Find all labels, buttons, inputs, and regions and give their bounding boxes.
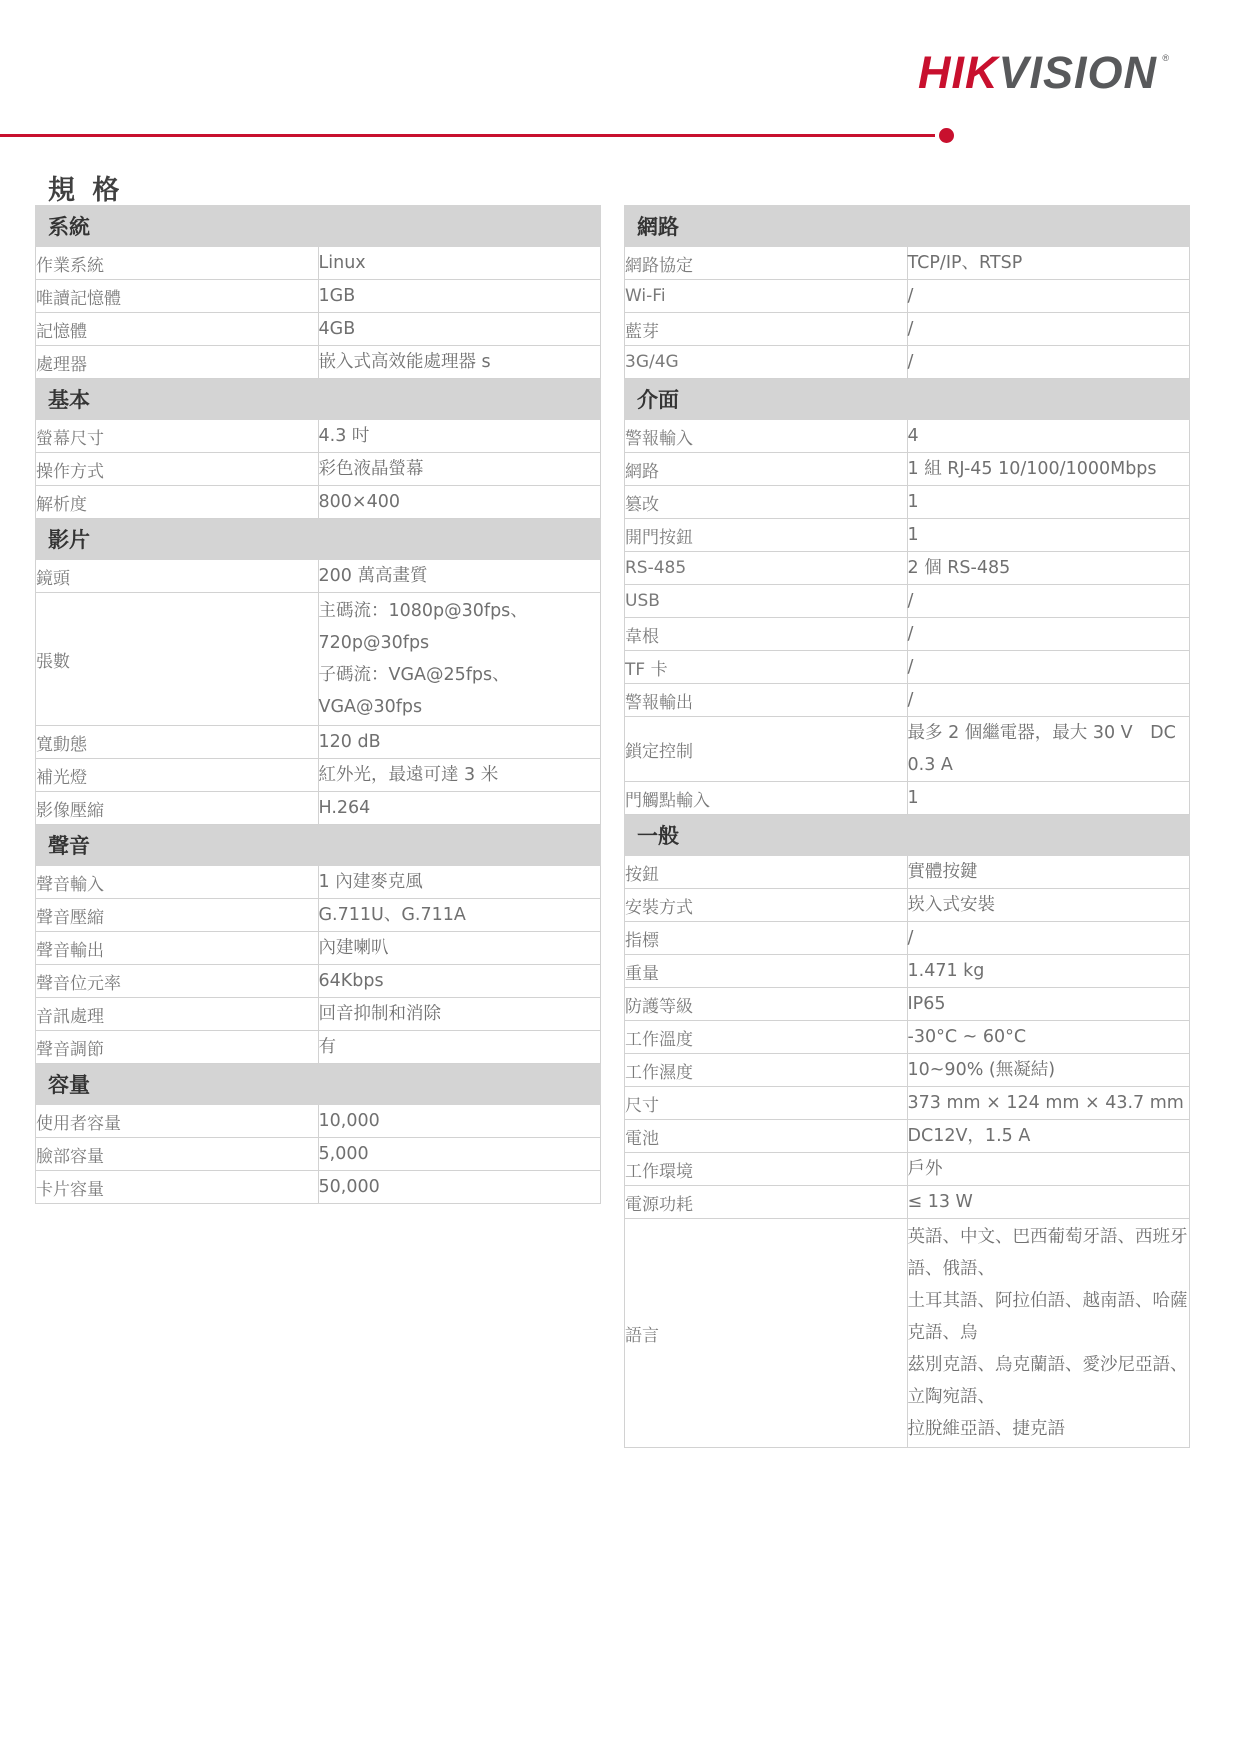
section-title: 基本 xyxy=(36,379,601,420)
spec-value xyxy=(318,593,601,726)
spec-value xyxy=(907,519,1190,552)
brand-logo-part1: HIK xyxy=(918,47,999,98)
spec-label: TF 卡 xyxy=(625,651,908,684)
spec-label: 網路協定 xyxy=(625,247,908,280)
spec-label: 處理器 xyxy=(36,346,319,379)
spec-label: 聲音壓縮 xyxy=(36,899,319,932)
spec-value-line: 實體按鍵 xyxy=(907,862,978,882)
spec-label: 卡片容量 xyxy=(36,1171,319,1204)
spec-value-line: 64Kbps xyxy=(318,971,384,991)
section-title: 一般 xyxy=(625,815,1190,856)
spec-table-right xyxy=(624,205,1194,1448)
page-title: 規 格 xyxy=(48,175,124,206)
spec-label: 鎖定控制 xyxy=(625,717,908,782)
spec-label: 音訊處理 xyxy=(36,998,319,1031)
spec-label: 語言 xyxy=(625,1219,908,1448)
spec-row xyxy=(625,717,1190,782)
spec-value xyxy=(907,552,1190,585)
spec-value-line: 200 萬高畫質 xyxy=(318,566,428,586)
spec-value xyxy=(907,280,1190,313)
spec-value xyxy=(318,486,601,519)
spec-row xyxy=(625,1087,1190,1120)
spec-label: 篡改 xyxy=(625,486,908,519)
section-header xyxy=(36,519,601,560)
spec-value-line: 戶外 xyxy=(907,1159,943,1179)
spec-row xyxy=(625,519,1190,552)
spec-value xyxy=(907,1021,1190,1054)
spec-row xyxy=(625,618,1190,651)
spec-value-line: IP65 xyxy=(907,994,946,1014)
spec-row xyxy=(625,922,1190,955)
spec-row xyxy=(625,1153,1190,1186)
spec-row xyxy=(36,280,601,313)
spec-label: 聲音輸出 xyxy=(36,932,319,965)
spec-value-line: 紅外光，最遠可達 3 米 xyxy=(318,765,499,785)
spec-value-line: 主碼流：1080p@30fps、720p@30fps xyxy=(318,601,528,653)
section-header xyxy=(36,379,601,420)
spec-row xyxy=(36,346,601,379)
spec-value-line: 1 xyxy=(907,788,919,808)
spec-value-line: 50,000 xyxy=(318,1177,380,1197)
brand-logo-part2: VISION xyxy=(998,47,1158,98)
spec-value-line: 1 組 RJ-45 10/100/1000Mbps xyxy=(907,459,1157,479)
spec-row xyxy=(625,453,1190,486)
spec-row xyxy=(36,560,601,593)
spec-row xyxy=(625,486,1190,519)
spec-row xyxy=(36,792,601,825)
spec-row xyxy=(36,759,601,792)
spec-label: 工作溫度 xyxy=(625,1021,908,1054)
spec-label: RS-485 xyxy=(625,552,908,585)
spec-value xyxy=(318,453,601,486)
spec-value xyxy=(318,932,601,965)
spec-value xyxy=(318,792,601,825)
spec-row xyxy=(36,593,601,726)
spec-row xyxy=(36,1138,601,1171)
spec-label: 操作方式 xyxy=(36,453,319,486)
spec-label: 警報輸入 xyxy=(625,420,908,453)
spec-label: 防護等級 xyxy=(625,988,908,1021)
spec-value xyxy=(907,486,1190,519)
spec-label: 記憶體 xyxy=(36,313,319,346)
spec-value-line: 4GB xyxy=(318,319,356,339)
spec-value-line: 10~90% (無凝結) xyxy=(907,1060,1056,1080)
spec-label: 聲音調節 xyxy=(36,1031,319,1064)
spec-value-line: 800×400 xyxy=(318,492,400,512)
spec-value-line: 茲別克語、烏克蘭語、愛沙尼亞語、立陶宛語、 xyxy=(907,1355,1188,1407)
spec-label: 指標 xyxy=(625,922,908,955)
brand-logo xyxy=(918,47,1171,98)
spec-value-line: 4 xyxy=(907,426,919,446)
spec-value-line: 1.471 kg xyxy=(907,961,985,981)
spec-value xyxy=(318,998,601,1031)
spec-row xyxy=(625,1021,1190,1054)
spec-label: 鏡頭 xyxy=(36,560,319,593)
spec-row xyxy=(625,280,1190,313)
spec-value xyxy=(907,1054,1190,1087)
spec-row xyxy=(625,247,1190,280)
spec-value xyxy=(907,1153,1190,1186)
spec-label: 聲音位元率 xyxy=(36,965,319,998)
spec-row xyxy=(625,1219,1190,1448)
spec-value-line: / xyxy=(907,352,914,372)
spec-value-line: 373 mm × 124 mm × 43.7 mm xyxy=(907,1093,1184,1113)
spec-value-line: ≤ 13 W xyxy=(907,1192,973,1212)
spec-value-line: 5,000 xyxy=(318,1144,369,1164)
spec-value xyxy=(907,856,1190,889)
spec-label: 韋根 xyxy=(625,618,908,651)
spec-value xyxy=(318,247,601,280)
spec-value xyxy=(318,313,601,346)
spec-row xyxy=(625,782,1190,815)
spec-value xyxy=(318,420,601,453)
spec-row xyxy=(36,965,601,998)
spec-value-line: / xyxy=(907,591,914,611)
section-header xyxy=(625,206,1190,247)
spec-value-line: 子碼流：VGA@25fps、VGA@30fps xyxy=(318,665,510,717)
spec-row xyxy=(625,1186,1190,1219)
spec-label: 解析度 xyxy=(36,486,319,519)
spec-value-line: 內建喇叭 xyxy=(318,938,389,958)
registered-mark: ® xyxy=(1162,53,1171,63)
section-header xyxy=(36,1064,601,1105)
spec-label: 作業系統 xyxy=(36,247,319,280)
spec-label: 按鈕 xyxy=(625,856,908,889)
spec-value xyxy=(907,618,1190,651)
spec-value xyxy=(907,585,1190,618)
spec-value-line: -30°C ~ 60°C xyxy=(907,1027,1027,1047)
spec-value-line: / xyxy=(907,624,914,644)
section-title: 聲音 xyxy=(36,825,601,866)
spec-row xyxy=(625,988,1190,1021)
spec-row xyxy=(36,866,601,899)
spec-value xyxy=(318,346,601,379)
spec-value-line: 嵌入式高效能處理器 s xyxy=(318,352,491,372)
spec-row xyxy=(36,313,601,346)
spec-row xyxy=(36,420,601,453)
spec-label: 門觸點輸入 xyxy=(625,782,908,815)
spec-value xyxy=(907,684,1190,717)
spec-value-line: G.711U、G.711A xyxy=(318,905,466,925)
spec-row xyxy=(625,1120,1190,1153)
spec-row xyxy=(36,932,601,965)
spec-row xyxy=(625,1054,1190,1087)
spec-table-left xyxy=(35,205,601,1204)
spec-value xyxy=(907,651,1190,684)
spec-value-line: / xyxy=(907,319,914,339)
spec-row xyxy=(36,726,601,759)
spec-label: 使用者容量 xyxy=(36,1105,319,1138)
spec-value xyxy=(907,453,1190,486)
spec-label: 電池 xyxy=(625,1120,908,1153)
spec-value-line: 英語、中文、巴西葡萄牙語、西班牙語、俄語、 xyxy=(907,1227,1188,1279)
spec-value xyxy=(907,313,1190,346)
spec-value xyxy=(907,988,1190,1021)
section-title: 系統 xyxy=(36,206,601,247)
spec-value-line: 回音抑制和消除 xyxy=(318,1004,441,1024)
spec-row xyxy=(36,1171,601,1204)
spec-value xyxy=(907,1219,1190,1448)
spec-value xyxy=(318,280,601,313)
spec-label: 藍芽 xyxy=(625,313,908,346)
spec-value-line: H.264 xyxy=(318,798,371,818)
spec-value xyxy=(907,346,1190,379)
spec-value xyxy=(318,759,601,792)
spec-value-line: DC12V，1.5 A xyxy=(907,1126,1031,1146)
spec-value-line: 拉脫維亞語、捷克語 xyxy=(907,1419,1065,1439)
spec-value xyxy=(907,1120,1190,1153)
spec-value xyxy=(318,560,601,593)
spec-value-line: 彩色液晶螢幕 xyxy=(318,459,424,479)
spec-label: 重量 xyxy=(625,955,908,988)
spec-value-line: 有 xyxy=(318,1037,336,1057)
spec-label: Wi-Fi xyxy=(625,280,908,313)
spec-row xyxy=(36,1031,601,1064)
section-header xyxy=(36,206,601,247)
spec-value-line: Linux xyxy=(318,253,366,273)
spec-value-line: 1 xyxy=(907,492,919,512)
spec-value xyxy=(318,899,601,932)
spec-row xyxy=(625,346,1190,379)
spec-value-line: 崁入式安裝 xyxy=(907,895,995,915)
section-title: 容量 xyxy=(36,1064,601,1105)
spec-label: 尺寸 xyxy=(625,1087,908,1120)
spec-row xyxy=(36,247,601,280)
spec-label: 臉部容量 xyxy=(36,1138,319,1171)
spec-row xyxy=(625,585,1190,618)
spec-label: 影像壓縮 xyxy=(36,792,319,825)
spec-row xyxy=(625,420,1190,453)
spec-value-line: / xyxy=(907,286,914,306)
spec-label: 聲音輸入 xyxy=(36,866,319,899)
spec-value-line: 1 xyxy=(907,525,919,545)
spec-value-line: 120 dB xyxy=(318,732,381,752)
spec-value xyxy=(318,965,601,998)
spec-label: 唯讀記憶體 xyxy=(36,280,319,313)
spec-label: 工作濕度 xyxy=(625,1054,908,1087)
spec-row xyxy=(36,998,601,1031)
spec-label: 張數 xyxy=(36,593,319,726)
spec-row xyxy=(36,453,601,486)
spec-label: USB xyxy=(625,585,908,618)
spec-row xyxy=(625,313,1190,346)
spec-label: 安裝方式 xyxy=(625,889,908,922)
spec-value xyxy=(907,922,1190,955)
spec-value xyxy=(907,889,1190,922)
spec-row xyxy=(625,889,1190,922)
section-title: 網路 xyxy=(625,206,1190,247)
spec-value xyxy=(907,782,1190,815)
spec-row xyxy=(625,651,1190,684)
spec-row xyxy=(625,856,1190,889)
spec-value-line: / xyxy=(907,928,914,948)
spec-value xyxy=(318,1138,601,1171)
spec-value xyxy=(318,866,601,899)
spec-value-line: TCP/IP、RTSP xyxy=(907,253,1023,273)
spec-label: 電源功耗 xyxy=(625,1186,908,1219)
section-title: 介面 xyxy=(625,379,1190,420)
spec-row xyxy=(36,1105,601,1138)
spec-value-line: / xyxy=(907,657,914,677)
spec-label: 螢幕尺寸 xyxy=(36,420,319,453)
spec-value xyxy=(907,955,1190,988)
spec-value-line: 4.3 吋 xyxy=(318,426,370,446)
spec-label: 寬動態 xyxy=(36,726,319,759)
spec-value xyxy=(318,1105,601,1138)
spec-value xyxy=(907,247,1190,280)
spec-row xyxy=(36,899,601,932)
spec-value-line: 1 內建麥克風 xyxy=(318,872,423,892)
spec-label: 工作環境 xyxy=(625,1153,908,1186)
section-header xyxy=(625,379,1190,420)
spec-value-line: 最多 2 個繼電器，最大 30 V DC 0.3 A xyxy=(907,723,1194,775)
section-header xyxy=(36,825,601,866)
spec-value xyxy=(907,420,1190,453)
spec-value-line: 2 個 RS-485 xyxy=(907,558,1011,578)
spec-value-line: 1GB xyxy=(318,286,356,306)
spec-label: 開門按鈕 xyxy=(625,519,908,552)
spec-row xyxy=(625,684,1190,717)
spec-value xyxy=(907,1087,1190,1120)
spec-value xyxy=(907,1186,1190,1219)
spec-row xyxy=(625,955,1190,988)
spec-label: 網路 xyxy=(625,453,908,486)
spec-label: 警報輸出 xyxy=(625,684,908,717)
spec-label: 補光燈 xyxy=(36,759,319,792)
spec-row xyxy=(625,552,1190,585)
spec-value xyxy=(907,717,1194,782)
spec-value xyxy=(318,1171,601,1204)
spec-value-line: 10,000 xyxy=(318,1111,380,1131)
spec-value xyxy=(318,1031,601,1064)
spec-value-line: / xyxy=(907,690,914,710)
section-title: 影片 xyxy=(36,519,601,560)
spec-value xyxy=(318,726,601,759)
spec-value-line: 土耳其語、阿拉伯語、越南語、哈薩克語、烏 xyxy=(907,1291,1188,1343)
header-divider-line xyxy=(0,134,935,137)
section-header xyxy=(625,815,1190,856)
spec-row xyxy=(36,486,601,519)
header-divider-dot xyxy=(939,128,954,143)
spec-label: 3G/4G xyxy=(625,346,908,379)
